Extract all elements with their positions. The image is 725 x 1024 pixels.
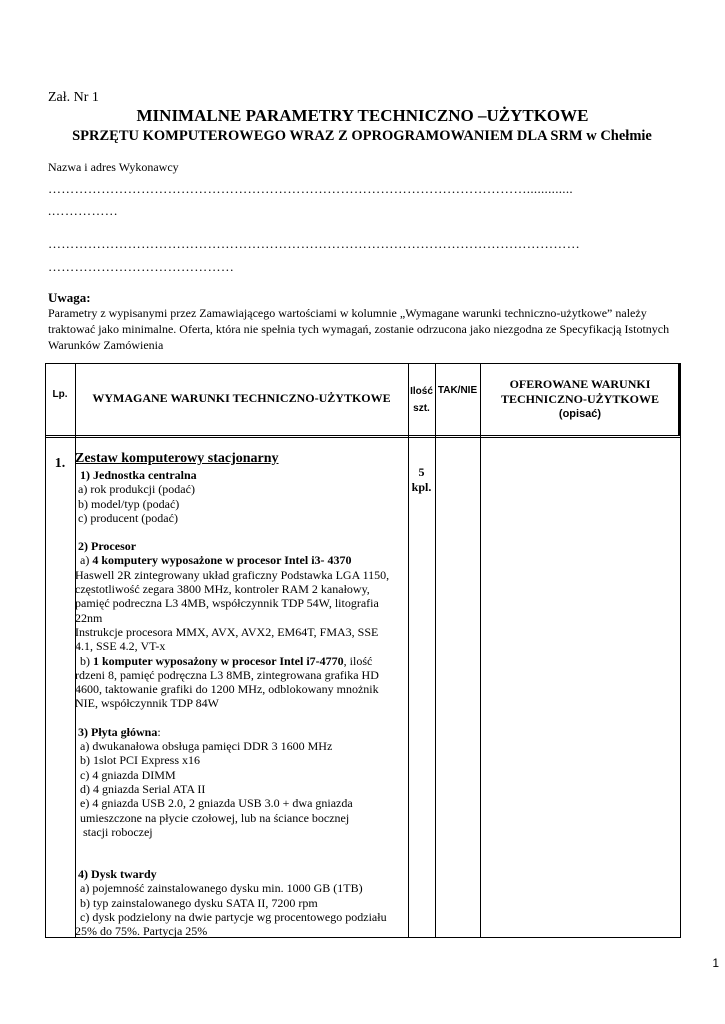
spec-line: pamięć podreczna L3 4MB, współczynnik TDP 54W, litografia — [75, 596, 379, 611]
col-divider-required — [408, 363, 409, 938]
spec-line: częstotliwość zegara 3800 MHz, kontroler RAM 2 kanałowy, — [75, 582, 370, 597]
contractor-dots-line-4: …………………………………… — [48, 259, 235, 274]
contractor-dots-line-2: .…………… — [48, 203, 119, 218]
spec-line: d) 4 gniazda Serial ATA II — [80, 781, 206, 796]
note-title: Uwaga: — [48, 290, 91, 305]
contractor-dots-line-3: ………………………………………………………………………………………………………… — [48, 236, 580, 251]
spec-line: a) 4 komputery wyposażone w procesor Intel i3- 4370 — [80, 553, 352, 568]
header-offered-line-3: (opisać) — [558, 408, 602, 420]
table-header-divider-double — [45, 437, 681, 438]
page-number: 1 — [712, 956, 719, 970]
table-border-left — [45, 363, 46, 938]
row-qty — [408, 465, 435, 495]
note-line: Parametry z wypisanymi przez Zamawiającego wartościami w kolumnie „Wymagane warunki techniczno-użytkowe” należy — [48, 306, 647, 320]
note-line: traktować jako minimalne. Oferta, która nie spełnia tych wymagań, zostanie odrzucona jako niezgodna ze Specyfikacją Istotnych — [48, 322, 670, 336]
header-offered-line-1: OFEROWANE WARUNKI — [509, 377, 651, 391]
section-title: 2) Procesor — [78, 539, 137, 554]
section-title: 3) Płyta główna: — [78, 724, 161, 739]
spec-line: b) typ zainstalowanego dysku SATA II, 7200 rpm — [80, 895, 318, 910]
header-lp: Lp. — [52, 389, 68, 400]
table-border-right — [680, 363, 681, 938]
section-title: 4) Dysk twardy — [78, 867, 157, 882]
header-qty-line-1: Ilość — [410, 386, 433, 397]
document-subtitle: SPRZĘTU KOMPUTEROWEGO WRAZ Z OPROGRAMOWANIEM DLA SRM w Chełmie — [72, 128, 652, 144]
row-lp: 1. — [54, 456, 66, 471]
note-line: Warunków Zamówienia — [48, 338, 164, 352]
spec-line: e) 4 gniazda USB 2.0, 2 gniazda USB 3.0 + dwa gniazda — [80, 796, 353, 811]
row-title: Zestaw komputerowy stacjonarny — [75, 451, 279, 466]
spec-line: a) rok produkcji (podać) — [78, 482, 195, 497]
spec-line: rdzeni 8, pamięć podręczna L3 8MB, zintegrowana grafika HD — [75, 667, 379, 682]
spec-line: 25% do 75%. Partycja 25% — [75, 924, 208, 939]
spec-line: umieszczone na płycie czołowej, lub na ściance bocznej — [80, 810, 350, 825]
header-qty-line-2: szt. — [413, 403, 430, 414]
spec-line: 4.1, SSE 4.2, VT-x — [75, 639, 166, 654]
row-qty-value: 5 — [418, 465, 425, 479]
note-text — [48, 305, 688, 353]
header-required: WYMAGANE WARUNKI TECHNICZNO-UŻYTKOWE — [92, 391, 391, 405]
table-border-top — [45, 363, 681, 364]
col-divider-yesno — [480, 363, 481, 938]
table-header-divider — [45, 435, 681, 436]
attachment-label: Zał. Nr 1 — [48, 90, 99, 105]
spec-line: NIE, współczynnik TDP 84W — [75, 696, 219, 711]
spec-line: a) pojemność zainstalowanego dysku min. 1000 GB (1TB) — [80, 881, 363, 896]
section-title: 1) Jednostka centralna — [80, 468, 197, 482]
spec-line: 22nm — [75, 610, 103, 625]
contractor-label: Nazwa i adres Wykonawcy — [48, 160, 179, 174]
spec-line: b) model/typ (podać) — [78, 496, 180, 511]
header-qty — [408, 383, 435, 417]
requirements-table — [45, 363, 681, 938]
col-divider-qty — [435, 363, 436, 938]
header-offered-line-2: TECHNICZNO-UŻYTKOWE — [500, 392, 660, 406]
contractor-dots-line-1: ………………………………………………………………………………………………............. — [48, 181, 573, 196]
spec-line: Instrukcje procesora MMX, AVX, AVX2, EM64T, FMA3, SSE — [75, 624, 379, 639]
document-title: MINIMALNE PARAMETRY TECHNICZNO –UŻYTKOWE — [136, 106, 589, 125]
row-qty-unit: kpl. — [411, 480, 432, 494]
row-requirements — [75, 451, 405, 939]
spec-line: 4600, taktowanie grafiki do 1200 MHz, odblokowany mnożnik — [75, 682, 379, 697]
spec-line: stacji roboczej — [83, 824, 153, 839]
spec-line: b) 1 komputer wyposażony w procesor Intel i7-4770, ilość — [80, 653, 373, 668]
header-offered — [480, 377, 680, 422]
header-yes-no: TAK/NIE — [437, 385, 478, 396]
spec-line: c) 4 gniazda DIMM — [80, 767, 176, 782]
spec-line: a) dwukanałowa obsługa pamięci DDR 3 1600 MHz — [80, 739, 333, 754]
spec-line: c) dysk podzielony na dwie partycje wg procentowego podziału — [80, 910, 387, 925]
spec-line: b) 1slot PCI Express x16 — [80, 753, 200, 768]
spec-line: c) producent (podać) — [78, 510, 178, 525]
spec-line: Haswell 2R zintegrowany układ graficzny Podstawka LGA 1150, — [75, 567, 390, 582]
